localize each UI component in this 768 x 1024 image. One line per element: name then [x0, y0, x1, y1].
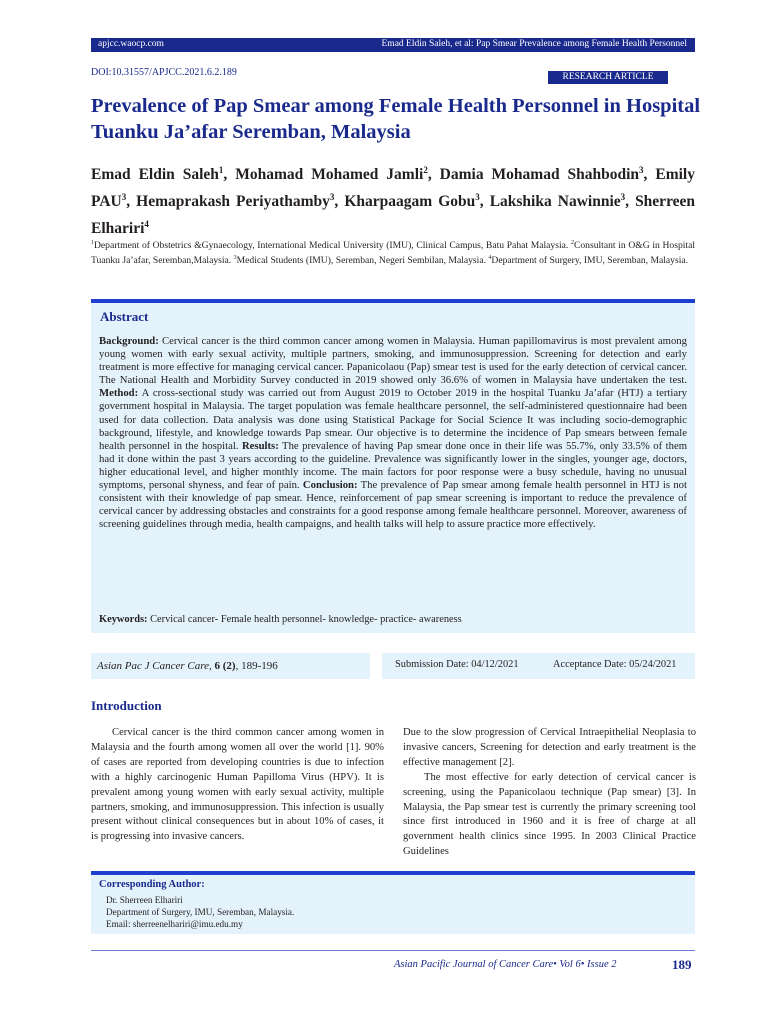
paragraph: Due to the slow progression of Cervical Intraepithelial Neoplasia to invasive cancers, Screening for detection and early treatment is the effective management [2]. [403, 727, 696, 768]
page-number: 189 [672, 957, 692, 972]
abstract-box [91, 299, 695, 633]
corresponding-author-box [91, 871, 695, 934]
acceptance-date: Acceptance Date: 05/24/2021 [553, 659, 677, 670]
author: Damia Mohamad Shahbodin$^3$, [439, 165, 656, 184]
corresponding-dept: Department of Surgery, IMU, Seremban, Malaysia. [106, 907, 295, 917]
author: Kharpaagam Gobu$^3$, [344, 192, 490, 211]
paragraph: Cervical cancer is the third common cancer among women in Malaysia and the fourth among women all over the world [1]. 90% of cases are reported from developing countries is due to infection with a highly carcinogenic Human Papilloma Virus (HPV). It is prevalent among young women with early sexual activity, multiple partners, smoking, and immunosuppression. This infection is usually present without clinical consequences but in about 10% of cases, it is progressing into invasive cancers. [91, 727, 384, 843]
author: Mohamad Mohamed Jamli$^2$, [235, 165, 440, 184]
journal-site: apjcc.waocp.com [98, 39, 164, 49]
introduction-heading: Introduction [91, 698, 162, 713]
corresponding-heading: Corresponding Author: [99, 879, 205, 890]
paragraph: The most effective for early detection of cervical cancer is screening, using the Papanicolaou technique (Pap smear) [3]. In Malaysia, the Pap smear test is currently the primary screening tool since first introduced in 1960 and it is free of charge at all government health clinics since 1995. In 2003 Clinical Practice Guidelines [403, 771, 696, 858]
citation-box: Asian Pac J Cancer Care, 6 (2), 189-196 [91, 653, 370, 679]
affiliations: $^1$Department of Obstetrics &Gynaecology, International Medical University (IMU), Clinical Campus, Batu Pahat Malaysia. $^2$Consultant in O&G in Hospital Tuanku Ja’afar, Seremban,Malaysia. $^3$Medical Students (IMU), Seremban, Negeri Sembilan, Malaysia. $^4$Department of Surgery, IMU, Seremban, Malaysia. [91, 240, 696, 267]
submission-date: Submission Date: 04/12/2021 [395, 659, 519, 670]
author: Hemaprakash Periyathamby$^3$, [136, 192, 345, 211]
body-column-left [91, 726, 384, 845]
keywords: Keywords: Cervical cancer- Female health personnel- knowledge- practice- awareness [99, 614, 462, 625]
article-type-badge: RESEARCH ARTICLE [548, 71, 668, 84]
body-column-right [403, 726, 696, 860]
author: Sherreen Elhariri$^4$ [91, 193, 696, 238]
corresponding-email[interactable]: Email: sherreenelhariri@imu.edu.my [106, 919, 243, 929]
running-head: Emad Eldin Saleh, et al: Pap Smear Prevalence among Female Health Personnel [381, 39, 687, 49]
dates-box [382, 653, 695, 679]
article-title: Prevalence of Pap Smear among Female Health Personnel in Hospital Tuanku Ja’afar Seremban, Malaysia [91, 95, 701, 143]
author: Emad Eldin Saleh$^1$, [91, 165, 236, 184]
author-list [91, 159, 695, 240]
abstract-heading: Abstract [100, 309, 149, 324]
author: Lakshika Nawinnie$^3$, [489, 192, 636, 211]
corresponding-name: Dr. Sherreen Elhariri [106, 895, 183, 905]
author: Emily PAU$^3$, [91, 166, 695, 211]
running-header-bar [91, 38, 695, 52]
abstract-text: Background: Cervical cancer is the third common cancer among women in Malaysia. Human papillomavirus is most prevalent among young women with early sexual activity, multiple partners, smoking, and immunosuppression. Screening for detection and early treatment is more effective for managing cervical cancer. Papanicolaou (Pap) smear test is used for the early detection of cervical cancer. The National Health and Morbidity Survey conducted in 2019 showed only 36.6% of women in Malaysia have undertaken the test. Method: A cross-sectional study was carried out from August 2019 to October 2019 in the hospital Tuanku Ja’afar (HTJ) a tertiary government hospital in Malaysia. The target population was female healthcare personnel, the self-administered questionnaire had been used for data collection. Data analysis was done using Statistical Package for Social Science It was including socio-demographic background, lifestyle, and knowledge towards Pap smear. Our objective is to determine the incidence of Pap smears between female health personnel in the hospital. Results: The prevalence of having Pap smear done once in their life was 55.7%, only 33.5% of them had it done within the past 3 years according to the guideline. Prevalence was significantly lower in the singles, younger age, doctors, higher educational level, and higher monthly income. The main factors for poor response were a busy schedule, having no unusual symptoms, personal shyness, and fear of pain. Conclusion: The prevalence of Pap smear among female health personnel in HTJ is not consistent with their knowledge of pap smear. Hence, reinforcement of pap smear screening is important to reduce the prevalence of cervical cancer by addressing obstacles and constraints for a good response among female healthcare personnel. Moreover, awareness of screening guidelines through media, health campaigns, and health talks will help to assure practice more effectively. [99, 335, 688, 531]
footer-rule [91, 950, 695, 951]
doi: DOI:10.31557/APJCC.2021.6.2.189 [91, 67, 237, 78]
footer-journal: Asian Pacific Journal of Cancer Care• Vol 6• Issue 2 [394, 959, 617, 970]
